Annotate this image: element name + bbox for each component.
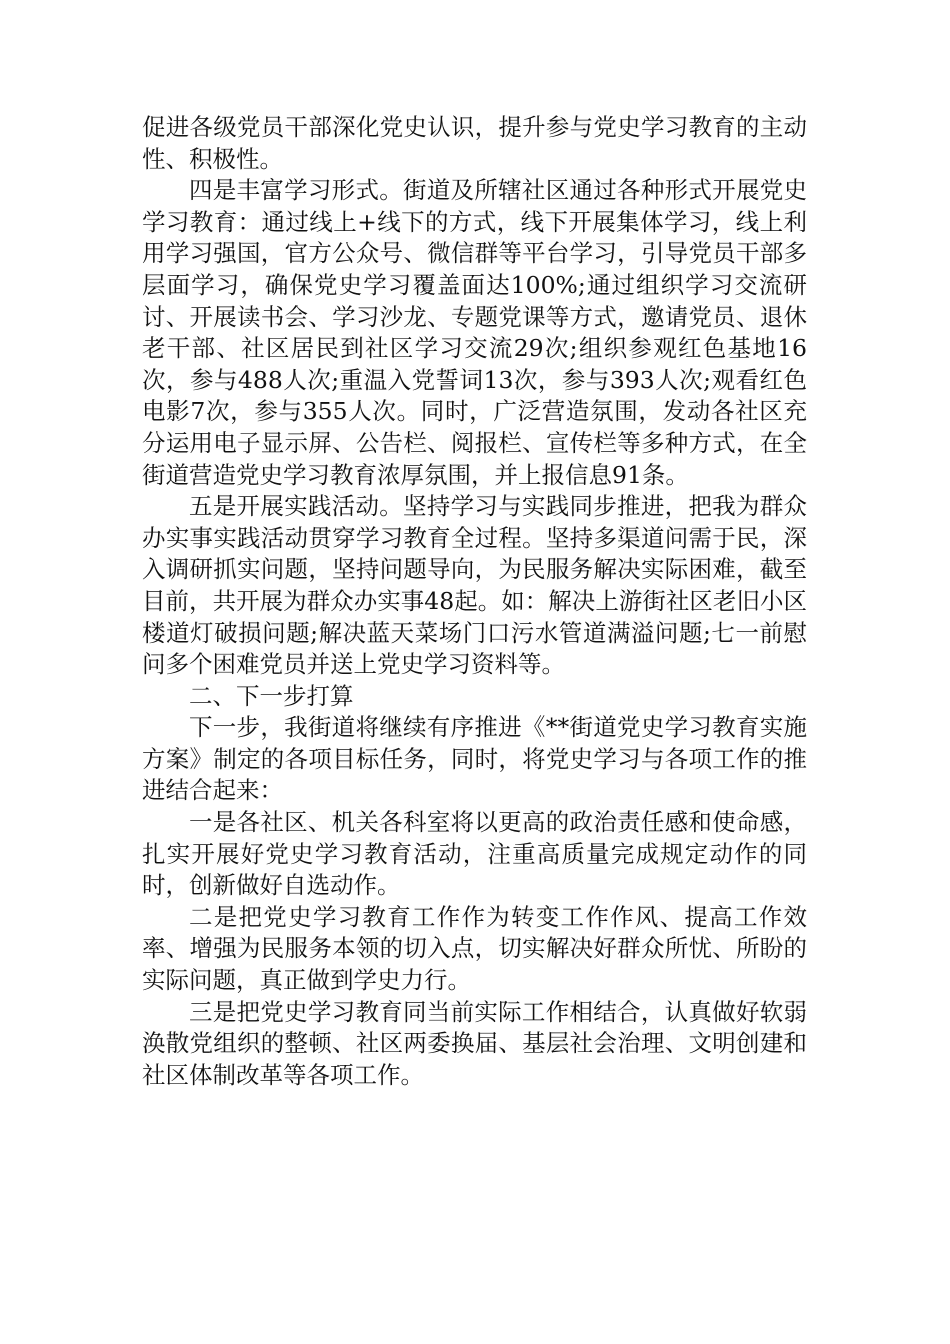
document-page xyxy=(142,112,807,1091)
paragraph-next-step-two: 二是把党史学习教育工作作为转变工作作风、提高工作效率、增强为民服务本领的切入点，切实解决好群众所忧、所盼的实际问题，真正做到学史力行。 xyxy=(142,902,807,995)
paragraph-next-steps-intro: 下一步，我街道将继续有序推进《**街道党史学习教育实施方案》制定的各项目标任务，同时，将党史学习与各项工作的推进结合起来： xyxy=(142,713,807,805)
section-heading-next-steps: 二、下一步打算 xyxy=(189,681,354,710)
paragraph-continuation: 促进各级党员干部深化党史认识，提升参与党史学习教育的主动性、积极性。 xyxy=(142,113,807,173)
paragraph-practice-activities: 五是开展实践活动。坚持学习与实践同步推进，把我为群众办实事实践活动贯穿学习教育全过程。坚持多渠道问需于民，深入调研抓实问题，坚持问题导向，为民服务解决实际困难，截至目前，共开展为群众办实事48起。如：解决上游街社区老旧小区楼道灯破损问题;解决蓝天菜场门口污水管道满溢问题;七一前慰问多个困难党员并送上党史学习资料等。 xyxy=(142,492,807,679)
paragraph-next-step-three: 三是把党史学习教育同当前实际工作相结合，认真做好软弱涣散党组织的整顿、社区两委换届、基层社会治理、文明创建和社区体制改革等各项工作。 xyxy=(142,997,807,1089)
paragraph-next-step-one: 一是各社区、机关各科室将以更高的政治责任感和使命感，扎实开展好党史学习教育活动，注重高质量完成规定动作的同时，创新做好自选动作。 xyxy=(142,808,807,900)
paragraph-learning-forms: 四是丰富学习形式。街道及所辖社区通过各种形式开展党史学习教育：通过线上+线下的方式，线下开展集体学习，线上利用学习强国，官方公众号、微信群等平台学习，引导党员干部多层面学习，确保党史学习覆盖面达100%;通过组织学习交流研讨、开展读书会、学习沙龙、专题党课等方式，邀请党员、退休老干部、社区居民到社区学习交流29次;组织参观红色基地16次，参与488人次;重温入党誓词13次，参与393人次;观看红色电影7次，参与355人次。同时，广泛营造氛围，发动各社区充分运用电子显示屏、公告栏、阅报栏、宣传栏等多种方式，在全街道营造党史学习教育浓厚氛围，并上报信息91条。 xyxy=(142,176,807,489)
